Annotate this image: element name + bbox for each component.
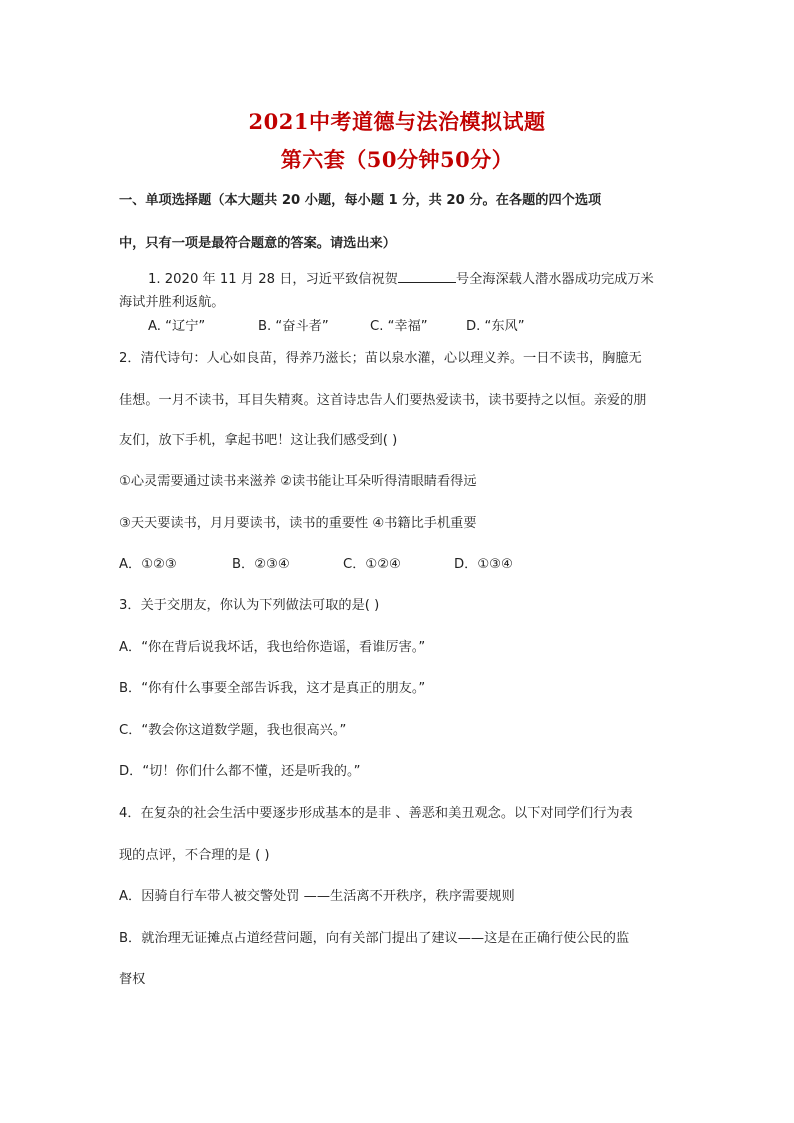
question-2-option-b: B．②③④ [232,557,290,572]
question-1-line-2: 海试并胜利返航。 [119,295,225,310]
question-2-line-3: 友们，放下手机，拿起书吧！这让我们感受到( ) [119,433,398,448]
page-title: 2021中考道德与法治模拟试题 [248,109,546,134]
question-4-line-2: 现的点评，不合理的是 ( ) [119,848,270,863]
question-4-line-1: 4．在复杂的社会生活中要逐步形成基本的是非 、善恶和美丑观念。以下对同学们行为表 [119,806,633,821]
question-1-option-b: B. “奋斗者” [258,319,329,334]
section-heading-line-2: 中，只有一项是最符合题意的答案。请选出来） [119,236,396,251]
page-subtitle: 第六套（50分钟50分） [280,147,514,172]
question-1-options [148,318,525,336]
question-2-option-a: A．①②③ [119,557,177,572]
question-1-line-1 [148,270,654,289]
question-1-option-d: D. “东风” [466,319,525,334]
question-3-option-b: B．“你有什么事要全部告诉我，这才是真正的朋友。” [119,681,426,696]
question-3-option-a: A．“你在背后说我坏话，我也给你造谣，看谁厉害。” [119,640,426,655]
question-2-option-c: C．①②④ [343,557,401,572]
section-heading-line-1: 一、单项选择题（本大题共 20 小题，每小题 1 分，共 20 分。在各题的四个选项 [119,193,602,208]
question-2-statements-1: ①心灵需要通过读书来滋养 ②读书能让耳朵听得清眼睛看得远 [119,474,477,489]
question-2-option-d: D．①③④ [454,557,513,572]
question-1-text-before: 1. 2020 年 11 月 28 日，习近平致信祝贺 [148,272,398,287]
question-3-option-c: C．“教会你这道数学题，我也很高兴。” [119,723,347,738]
question-4-option-b-line-2: 督权 [119,972,146,987]
question-4-option-a: A．因骑自行车带人被交警处罚 ——生活离不开秩序，秩序需要规则 [119,889,515,904]
question-3-option-d: D．“切！你们什么都不懂，还是听我的。” [119,764,361,779]
question-3-stem: 3．关于交朋友，你认为下列做法可取的是( ) [119,598,380,613]
question-1-blank [398,270,456,283]
question-2-options [119,556,513,574]
question-2-line-1: 2．清代诗句：人心如良苗，得养乃滋长；苗以泉水灌，心以理义养。一日不读书，胸臆无 [119,351,642,366]
question-2-line-2: 佳想。一月不读书，耳目失精爽。这首诗忠告人们要热爱读书，读书要持之以恒。亲爱的朋 [119,393,647,408]
question-1-text-after: 号全海深载人潜水器成功完成万米 [455,272,654,287]
question-1-option-a: A. “辽宁” [148,319,206,334]
question-4-option-b-line-1: B．就治理无证摊点占道经营问题，向有关部门提出了建议——这是在正确行使公民的监 [119,931,630,946]
question-1-option-c: C. “幸福” [370,319,428,334]
question-2-statements-2: ③天天要读书，月月要读书，读书的重要性 ④书籍比手机重要 [119,516,477,531]
